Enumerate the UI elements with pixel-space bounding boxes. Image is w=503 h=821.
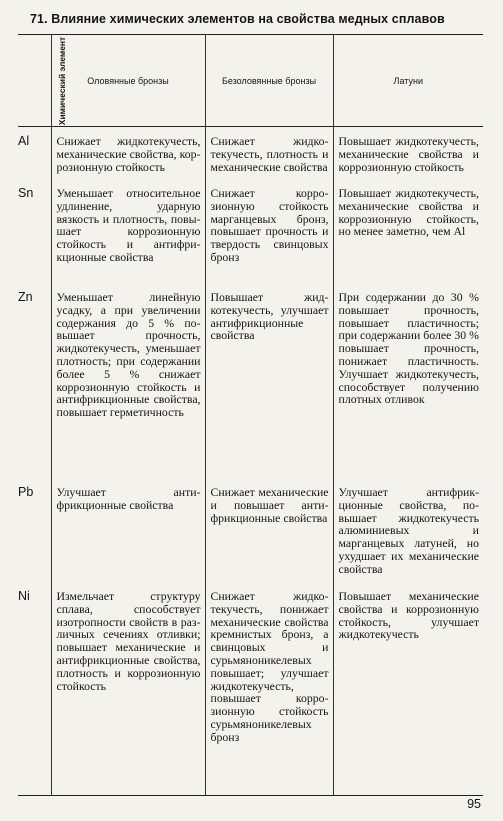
tinless-bronze-cell: Снижает коррозионную стойкость марганцевых бронз, повышает прочность и твердость свинцовых бронз (205, 187, 333, 291)
header-element (18, 35, 68, 127)
header-tinless-bronze: Безоловянные бронзы (205, 35, 333, 127)
brass-cell: Повышает механические свойства и коррозионную стойкость, улучшает жидкотекучесть (333, 590, 483, 796)
table-row (18, 291, 483, 486)
tinless-bronze-cell: Повышает жидкотекучесть, улучшает антифрикционные свойства (205, 291, 333, 486)
header-element-label: Химический элемент (57, 36, 68, 125)
table-header-row (18, 35, 483, 127)
header-tin-bronze: Оловянные бронзы (51, 35, 205, 127)
tin-bronze-cell: Измельчает структуру сплава, способствует изотропности свойств в различных сечениях отливки; повышает механические и антифрикционные свойства, плотность и коррозионную стойкость (51, 590, 205, 796)
element-cell: Zn (18, 290, 33, 304)
elements-table (18, 34, 483, 796)
element-cell: Ni (18, 590, 51, 796)
tin-bronze-cell: Снижает жидкотекучесть, механические свойства, коррозионную стойкость (51, 135, 205, 187)
table-row (18, 486, 483, 590)
page-number: 95 (467, 797, 481, 811)
header-brass: Латуни (333, 35, 483, 127)
element-cell: Sn (18, 186, 34, 200)
tin-bronze-cell: Уменьшает линейную усадку, а при увеличении содержания до 5 % повышает прочность, жидкотекучесть, уменьшает плотность; при содержании более 5 % снижает коррозионную стойкость и антифрикционные свойства, повышает герметичность (51, 291, 205, 486)
table-row (18, 187, 483, 291)
table-row (18, 590, 483, 796)
tin-bronze-cell: Улучшает антифрикционные свойства (51, 486, 205, 590)
tinless-bronze-cell: Снижает жидкотекучесть, понижает механические свойства кремнистых бронз, а свинцовых и сурьмяноникелевых повышает; улучшает жидкотекучесть, повышает коррозионную стойкость сурьмяноникелевых бронз (205, 590, 333, 796)
table-title: 71. Влияние химических элементов на свойства медных сплавов (30, 12, 445, 26)
brass-cell: При содержании до 30 % повышает прочность, повышает пластичность; при содержании более 30 % повышает прочность, понижает пластичность. Улучшает жидкотекучесть, способствует получению плотных отливок (333, 291, 483, 486)
brass-cell: Повышает жидкотекучесть, механические свойства и коррозионную стойкость (333, 135, 483, 187)
table-row (18, 135, 483, 187)
tin-bronze-cell: Уменьшает относительное удлинение, ударную вязкость и плотность, повышает коррозионную стойкость и антифрикционные свойства (51, 187, 205, 291)
brass-cell: Повышает жидкотекучесть, механические свойства и коррозионную стойкость, но менее заметно, чем Al (333, 187, 483, 291)
element-cell: Pb (18, 485, 34, 499)
tinless-bronze-cell: Снижает механические и повышает антифрикционные свойства (205, 486, 333, 590)
brass-cell: Улучшает антифрикционные свойства, повышает жидкотекучесть алюминиевых и марганцевых латуней, но ухудшает их механические свойства (333, 486, 483, 590)
tinless-bronze-cell: Снижает жидкотекучесть, плотность и механические свойства (205, 135, 333, 187)
element-cell: Al (18, 134, 30, 148)
